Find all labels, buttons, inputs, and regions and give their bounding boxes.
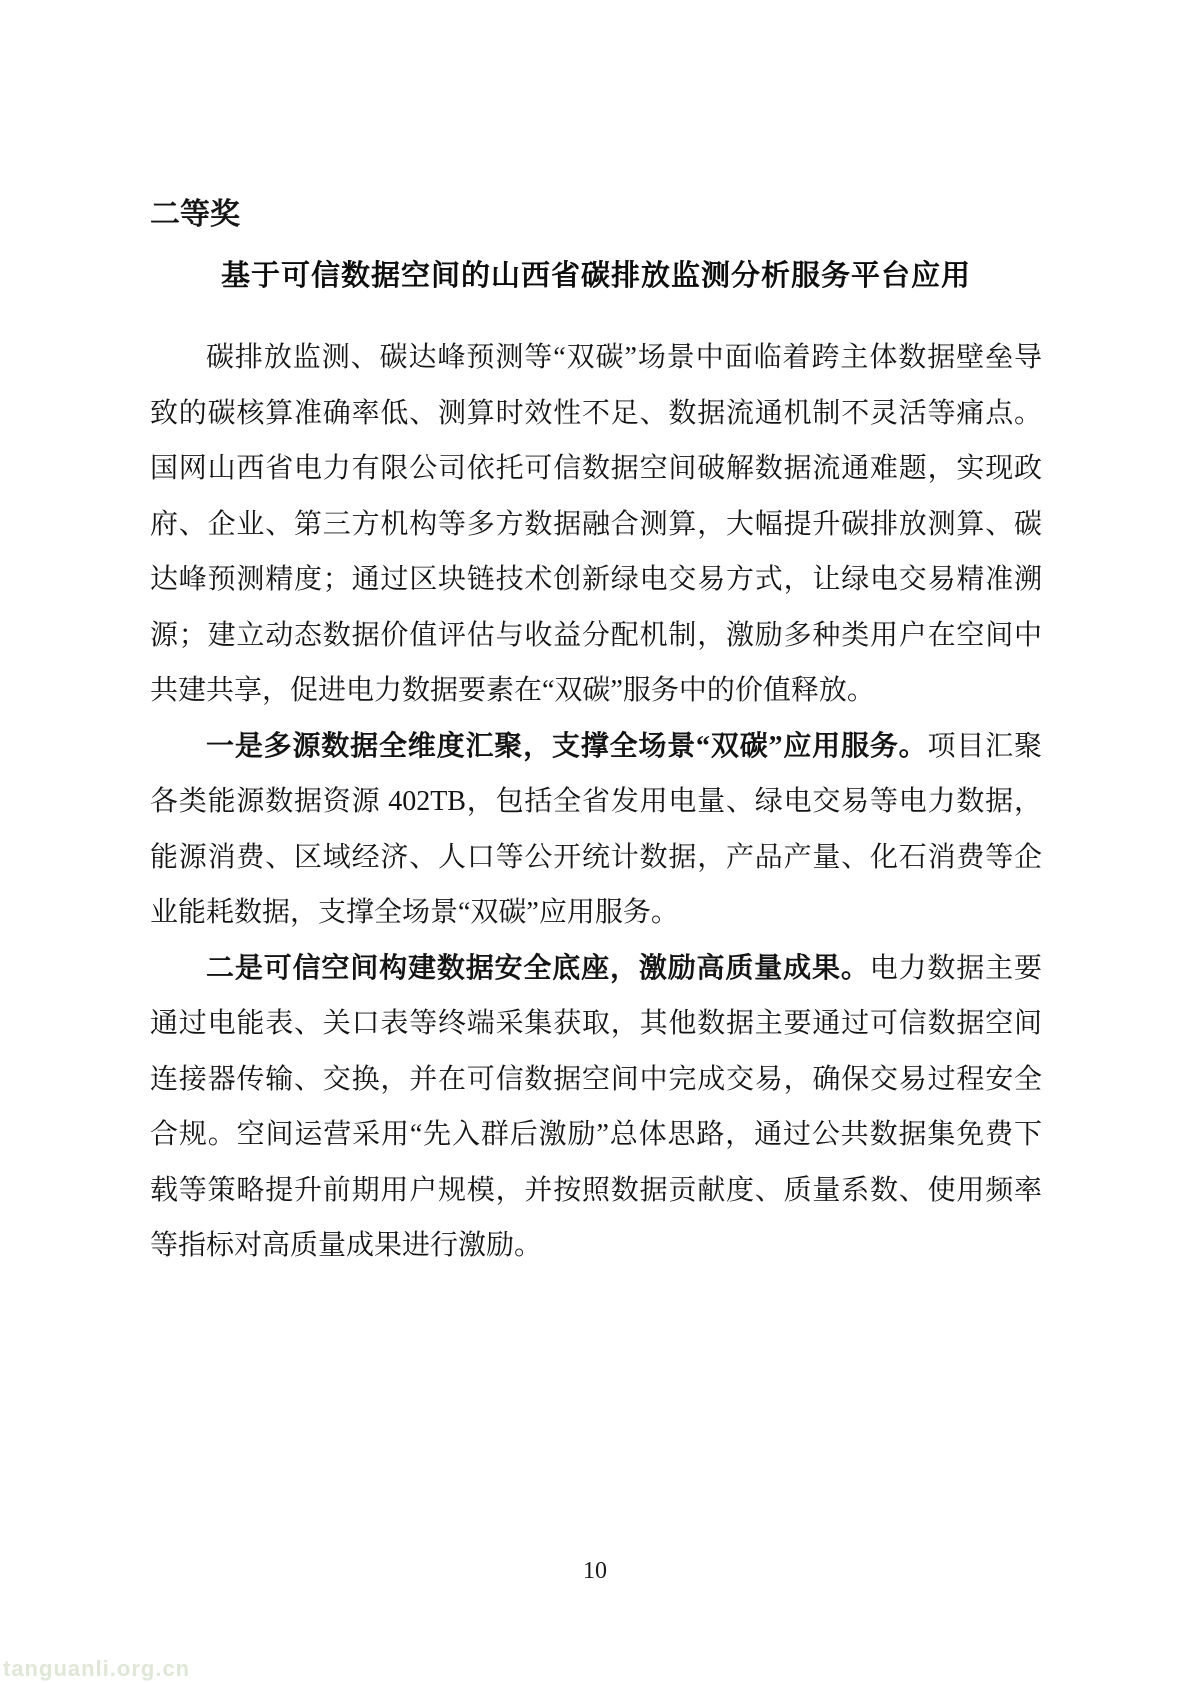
body-paragraphs [150,330,1042,1274]
page-title: 基于可信数据空间的山西省碳排放监测分析服务平台应用 [220,260,971,292]
paragraph [150,719,1042,941]
paragraph [150,330,1042,719]
page-number: 10 [583,1558,607,1584]
page-content [150,196,1042,1274]
paragraph-text: 电力数据主要通过电能表、关口表等终端采集获取，其他数据主要通过可信数据空间连接器传输、交换，并在可信数据空间中完成交易，确保交易过程安全合规。空间运营采用“先入群后激励”总体思路，通过公共数据集免费下载等策略提升前期用户规模，并按照数据贡献度、质量系数、使用频率等指标对高质量成果进行激励。 [150,952,1042,1261]
paragraph-lead-bold: 一是多源数据全维度汇聚，支撑全场景“双碳”应用服务。 [206,730,928,762]
watermark-text: tanguanli.org.cn [3,1656,191,1681]
award-level-heading: 二等奖 [150,198,240,231]
paragraph-text: 碳排放监测、碳达峰预测等“双碳”场景中面临着跨主体数据壁垒导致的碳核算准确率低、测算时效性不足、数据流通机制不灵活等痛点。国网山西省电力有限公司依托可信数据空间破解数据流通难题，实现政府、企业、第三方机构等多方数据融合测算，大幅提升碳排放测算、碳达峰预测精度；通过区块链技术创新绿电交易方式，让绿电交易精准溯源；建立动态数据价值评估与收益分配机制，激励多种类用户在空间中共建共享，促进电力数据要素在“双碳”服务中的价值释放。 [150,342,1042,706]
paragraph [150,941,1042,1274]
paragraph-lead-bold: 二是可信空间构建数据安全底座，激励高质量成果。 [206,952,870,984]
paragraph-text: 项目汇聚各类能源数据资源 402TB，包括全省发用电量、绿电交易等电力数据，能源消费、区域经济、人口等公开统计数据，产品产量、化石消费等企业能耗数据，支撑全场景“双碳”应用服务。 [150,730,1042,928]
